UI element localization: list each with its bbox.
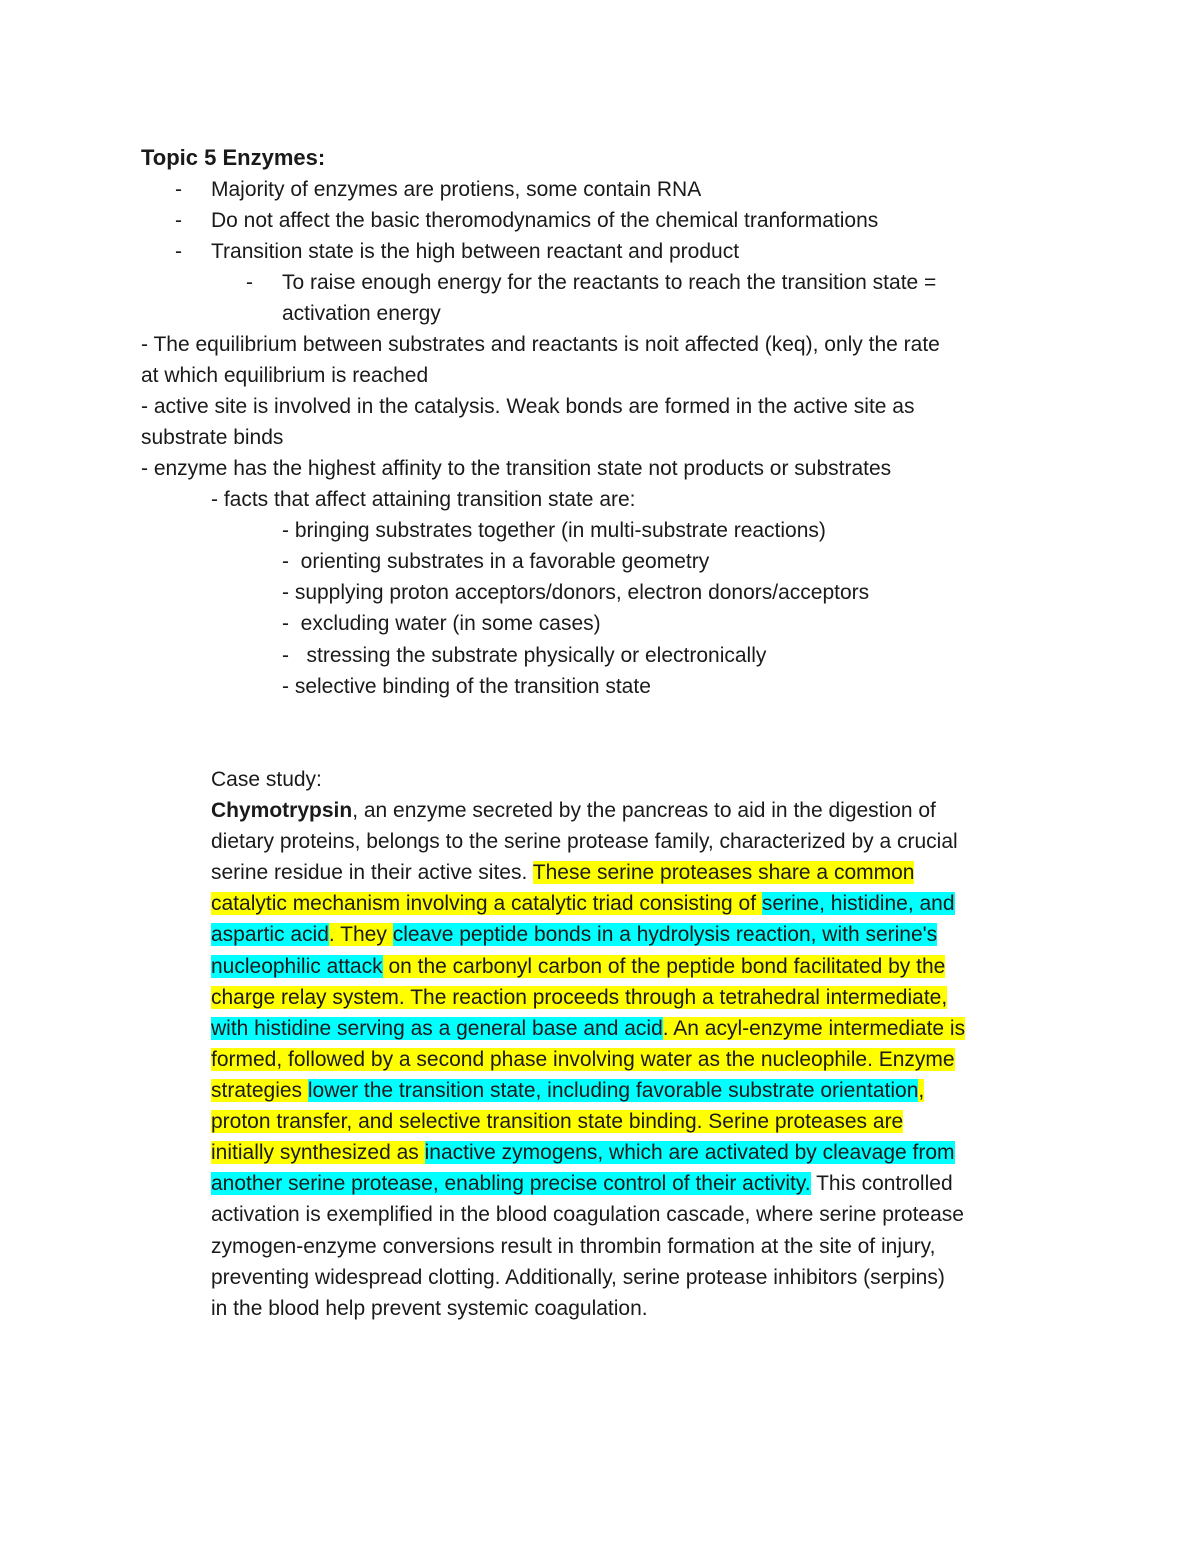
bullet-text: Do not affect the basic theromodynamics of the chemical tranformations <box>211 209 879 232</box>
factor-item: - selective binding of the transition state <box>282 675 651 698</box>
cyan-highlight: lower the transition state, including favorable substrate orientation <box>307 1079 919 1102</box>
yellow-highlight: on the carbonyl carbon of the peptide bond facilitated by the <box>382 955 946 978</box>
case-line <box>211 857 914 888</box>
note-line: - The equilibrium between substrates and reactants is noit affected (keq), only the rate <box>141 333 940 356</box>
cyan-highlight: with histidine serving as a general base and acid <box>211 1017 663 1040</box>
note-line: substrate binds <box>141 426 284 449</box>
case-line <box>211 919 937 950</box>
yellow-highlight: These serine proteases share a common <box>532 861 915 884</box>
factor-item: - stressing the substrate physically or electronically <box>282 644 767 667</box>
case-line <box>211 951 945 982</box>
yellow-highlight: . They <box>328 923 393 946</box>
yellow-highlight: proton transfer, and selective transition state binding. Serine proteases are <box>211 1110 904 1133</box>
case-line <box>211 888 955 919</box>
bullet-dash: - <box>175 178 182 201</box>
bullet-dash: - <box>175 209 182 232</box>
cyan-highlight: cleave peptide bonds in a hydrolysis reaction, with serine's <box>392 923 938 946</box>
case-term-bold: Chymotrypsin <box>211 799 353 822</box>
yellow-highlight: charge relay system. The reaction proceeds through a tetrahedral intermediate, <box>211 986 948 1009</box>
case-line <box>211 1075 924 1106</box>
case-line: activation is exemplified in the blood coagulation cascade, where serine protease <box>211 1203 964 1226</box>
factor-item: - orienting substrates in a favorable geometry <box>282 550 710 573</box>
yellow-highlight: . An acyl-enzyme intermediate is <box>662 1017 966 1040</box>
case-line: zymogen-enzyme conversions result in thrombin formation at the site of injury, <box>211 1235 936 1258</box>
cyan-highlight: aspartic acid <box>211 923 329 946</box>
note-line: - enzyme has the highest affinity to the transition state not products or substrates <box>141 457 892 480</box>
yellow-highlight: formed, followed by a second phase involving water as the nucleophile. Enzyme <box>211 1048 955 1071</box>
note-line: - facts that affect attaining transition state are: <box>211 488 636 511</box>
yellow-highlight: , <box>918 1079 925 1102</box>
factor-item: - excluding water (in some cases) <box>282 612 601 635</box>
case-line <box>211 982 947 1013</box>
note-line: - active site is involved in the catalysis. Weak bonds are formed in the active site as <box>141 395 915 418</box>
page-title: Topic 5 Enzymes: <box>141 145 326 170</box>
case-line: in the blood help prevent systemic coagulation. <box>211 1297 648 1320</box>
bullet-text: Majority of enzymes are protiens, some contain RNA <box>211 178 702 201</box>
case-line <box>211 795 936 826</box>
note-line: at which equilibrium is reached <box>141 364 429 387</box>
case-text: serine residue in their active sites. <box>211 861 533 884</box>
case-study-label: Case study: <box>211 768 322 791</box>
case-line: preventing widespread clotting. Additionally, serine protease inhibitors (serpins) <box>211 1266 945 1289</box>
bullet-dash: - <box>175 240 182 263</box>
case-text: This controlled <box>810 1172 953 1195</box>
cyan-highlight: nucleophilic attack <box>211 955 383 978</box>
cyan-highlight: serine, histidine, and <box>761 892 955 915</box>
case-line <box>211 1168 953 1199</box>
yellow-highlight: strategies <box>211 1079 308 1102</box>
bullet-text: Transition state is the high between reactant and product <box>211 240 740 263</box>
sub-bullet-text: To raise enough energy for the reactants to reach the transition state = <box>282 271 937 294</box>
case-line <box>211 1044 955 1075</box>
yellow-highlight: initially synthesized as <box>211 1141 425 1164</box>
sub-bullet-text: activation energy <box>282 302 441 325</box>
case-line: dietary proteins, belongs to the serine protease family, characterized by a crucial <box>211 830 958 853</box>
case-line <box>211 1137 955 1168</box>
case-line <box>211 1106 903 1137</box>
cyan-highlight: inactive zymogens, which are activated by cleavage from <box>424 1141 955 1164</box>
yellow-highlight: catalytic mechanism involving a catalytic triad consisting of <box>211 892 762 915</box>
cyan-highlight: another serine protease, enabling precise control of their activity. <box>211 1172 811 1195</box>
factor-item: - bringing substrates together (in multi-substrate reactions) <box>282 519 826 542</box>
case-line <box>211 1013 965 1044</box>
factor-item: - supplying proton acceptors/donors, electron donors/acceptors <box>282 581 870 604</box>
sub-bullet-dash: - <box>246 271 253 294</box>
case-text: , an enzyme secreted by the pancreas to aid in the digestion of <box>352 799 936 822</box>
